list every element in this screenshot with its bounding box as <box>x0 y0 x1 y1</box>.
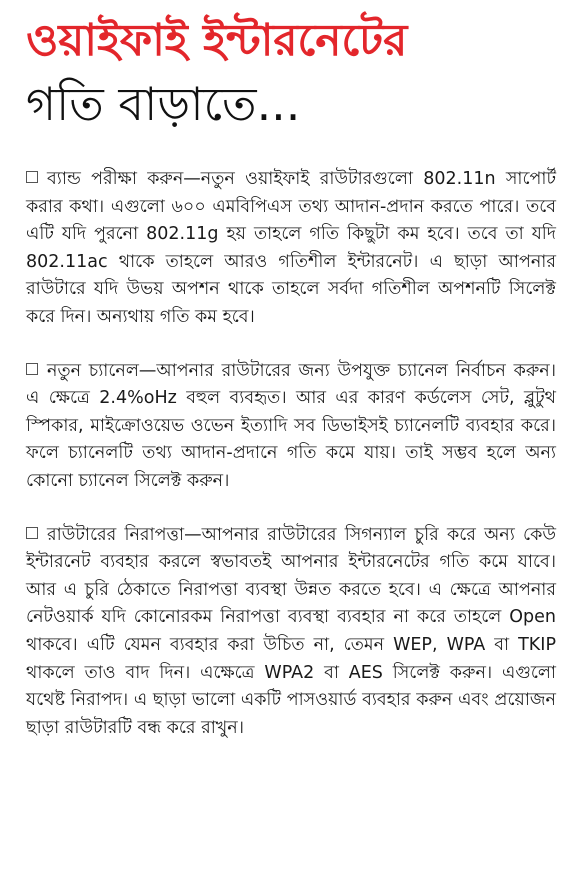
paragraph-router-security <box>26 522 556 743</box>
article-body <box>26 166 556 742</box>
square-bullet-icon <box>26 527 38 539</box>
paragraph-text: ব্যান্ড পরীক্ষা করুন—নতুন ওয়াইফাই রাউটারগুলো 802.11n সাপোর্ট করার কথা। এগুলো ৬০০ এমবিপিএস তথ্য আদান-প্রদান করতে পারে। তবে এটি যদি পুরনো 802.11g হয় তাহলে গতি কিছুটা কম হবে। তবে তা যদি 802.11ac থাকে তাহলে আরও গতিশীল ইন্টারনেট। এ ছাড়া আপনার রাউটারে যদি উভয় অপশন থাকে তাহলে সর্বদা গতিশীল অপশনটি সিলেক্ট করে দিন। অন্যথায় গতি কম হবে। <box>26 169 556 327</box>
paragraph-text: নতুন চ্যানেল—আপনার রাউটারের জন্য উপযুক্ত চ্যানেল নির্বাচন করুন। এ ক্ষেত্রে 2.4%oHz বহুল ব্যবহৃত। আর এর কারণ কর্ডলেস সেট, ব্লুটুথ স্পিকার, মাইক্রোওয়েভ ওভেন ইত্যাদি সব ডিভাইসই চ্যানেলটি ব্যবহার করে। ফলে চ্যানেলটি তথ্য আদান-প্রদানে গতি কমে যায়। তাই সম্ভব হলে অন্য কোনো চ্যানেল সিলেক্ট করুন। <box>26 360 556 491</box>
headline-line-2: গতি বাড়াতে... <box>26 77 301 131</box>
paragraph-new-channel <box>26 358 556 496</box>
headline-line-1: ওয়াইফাই ইন্টারনেটের <box>26 15 408 66</box>
paragraph-band-test <box>26 166 556 332</box>
square-bullet-icon <box>26 171 38 183</box>
article <box>26 14 556 742</box>
square-bullet-icon <box>26 363 38 375</box>
paragraph-text: রাউটারের নিরাপত্তা—আপনার রাউটারের সিগন্যাল চুরি করে অন্য কেউ ইন্টারনেট ব্যবহার করলে স্বভাবতই আপনার ইন্টারনেটের গতি কমে যাবে। আর এ চুরি ঠেকাতে নিরাপত্তা ব্যবস্থা উন্নত করতে হবে। এ ক্ষেত্রে আপনার নেটওয়ার্ক যদি কোনোরকম নিরাপত্তা ব্যবস্থা ব্যবহার না করে তাহলে Open থাকবে। এটি যেমন ব্যবহার করা উচিত না, তেমন WEP, WPA বা TKIP থাকলে তাও বাদ দিন। এক্ষেত্রে WPA2 বা AES সিলেক্ট করুন। এগুলো যথেষ্ট নিরাপদ। এ ছাড়া ভালো একটি পাসওয়ার্ড ব্যবহার করুন এবং প্রয়োজন ছাড়া রাউটারটি বন্ধ করে রাখুন। <box>26 524 556 738</box>
